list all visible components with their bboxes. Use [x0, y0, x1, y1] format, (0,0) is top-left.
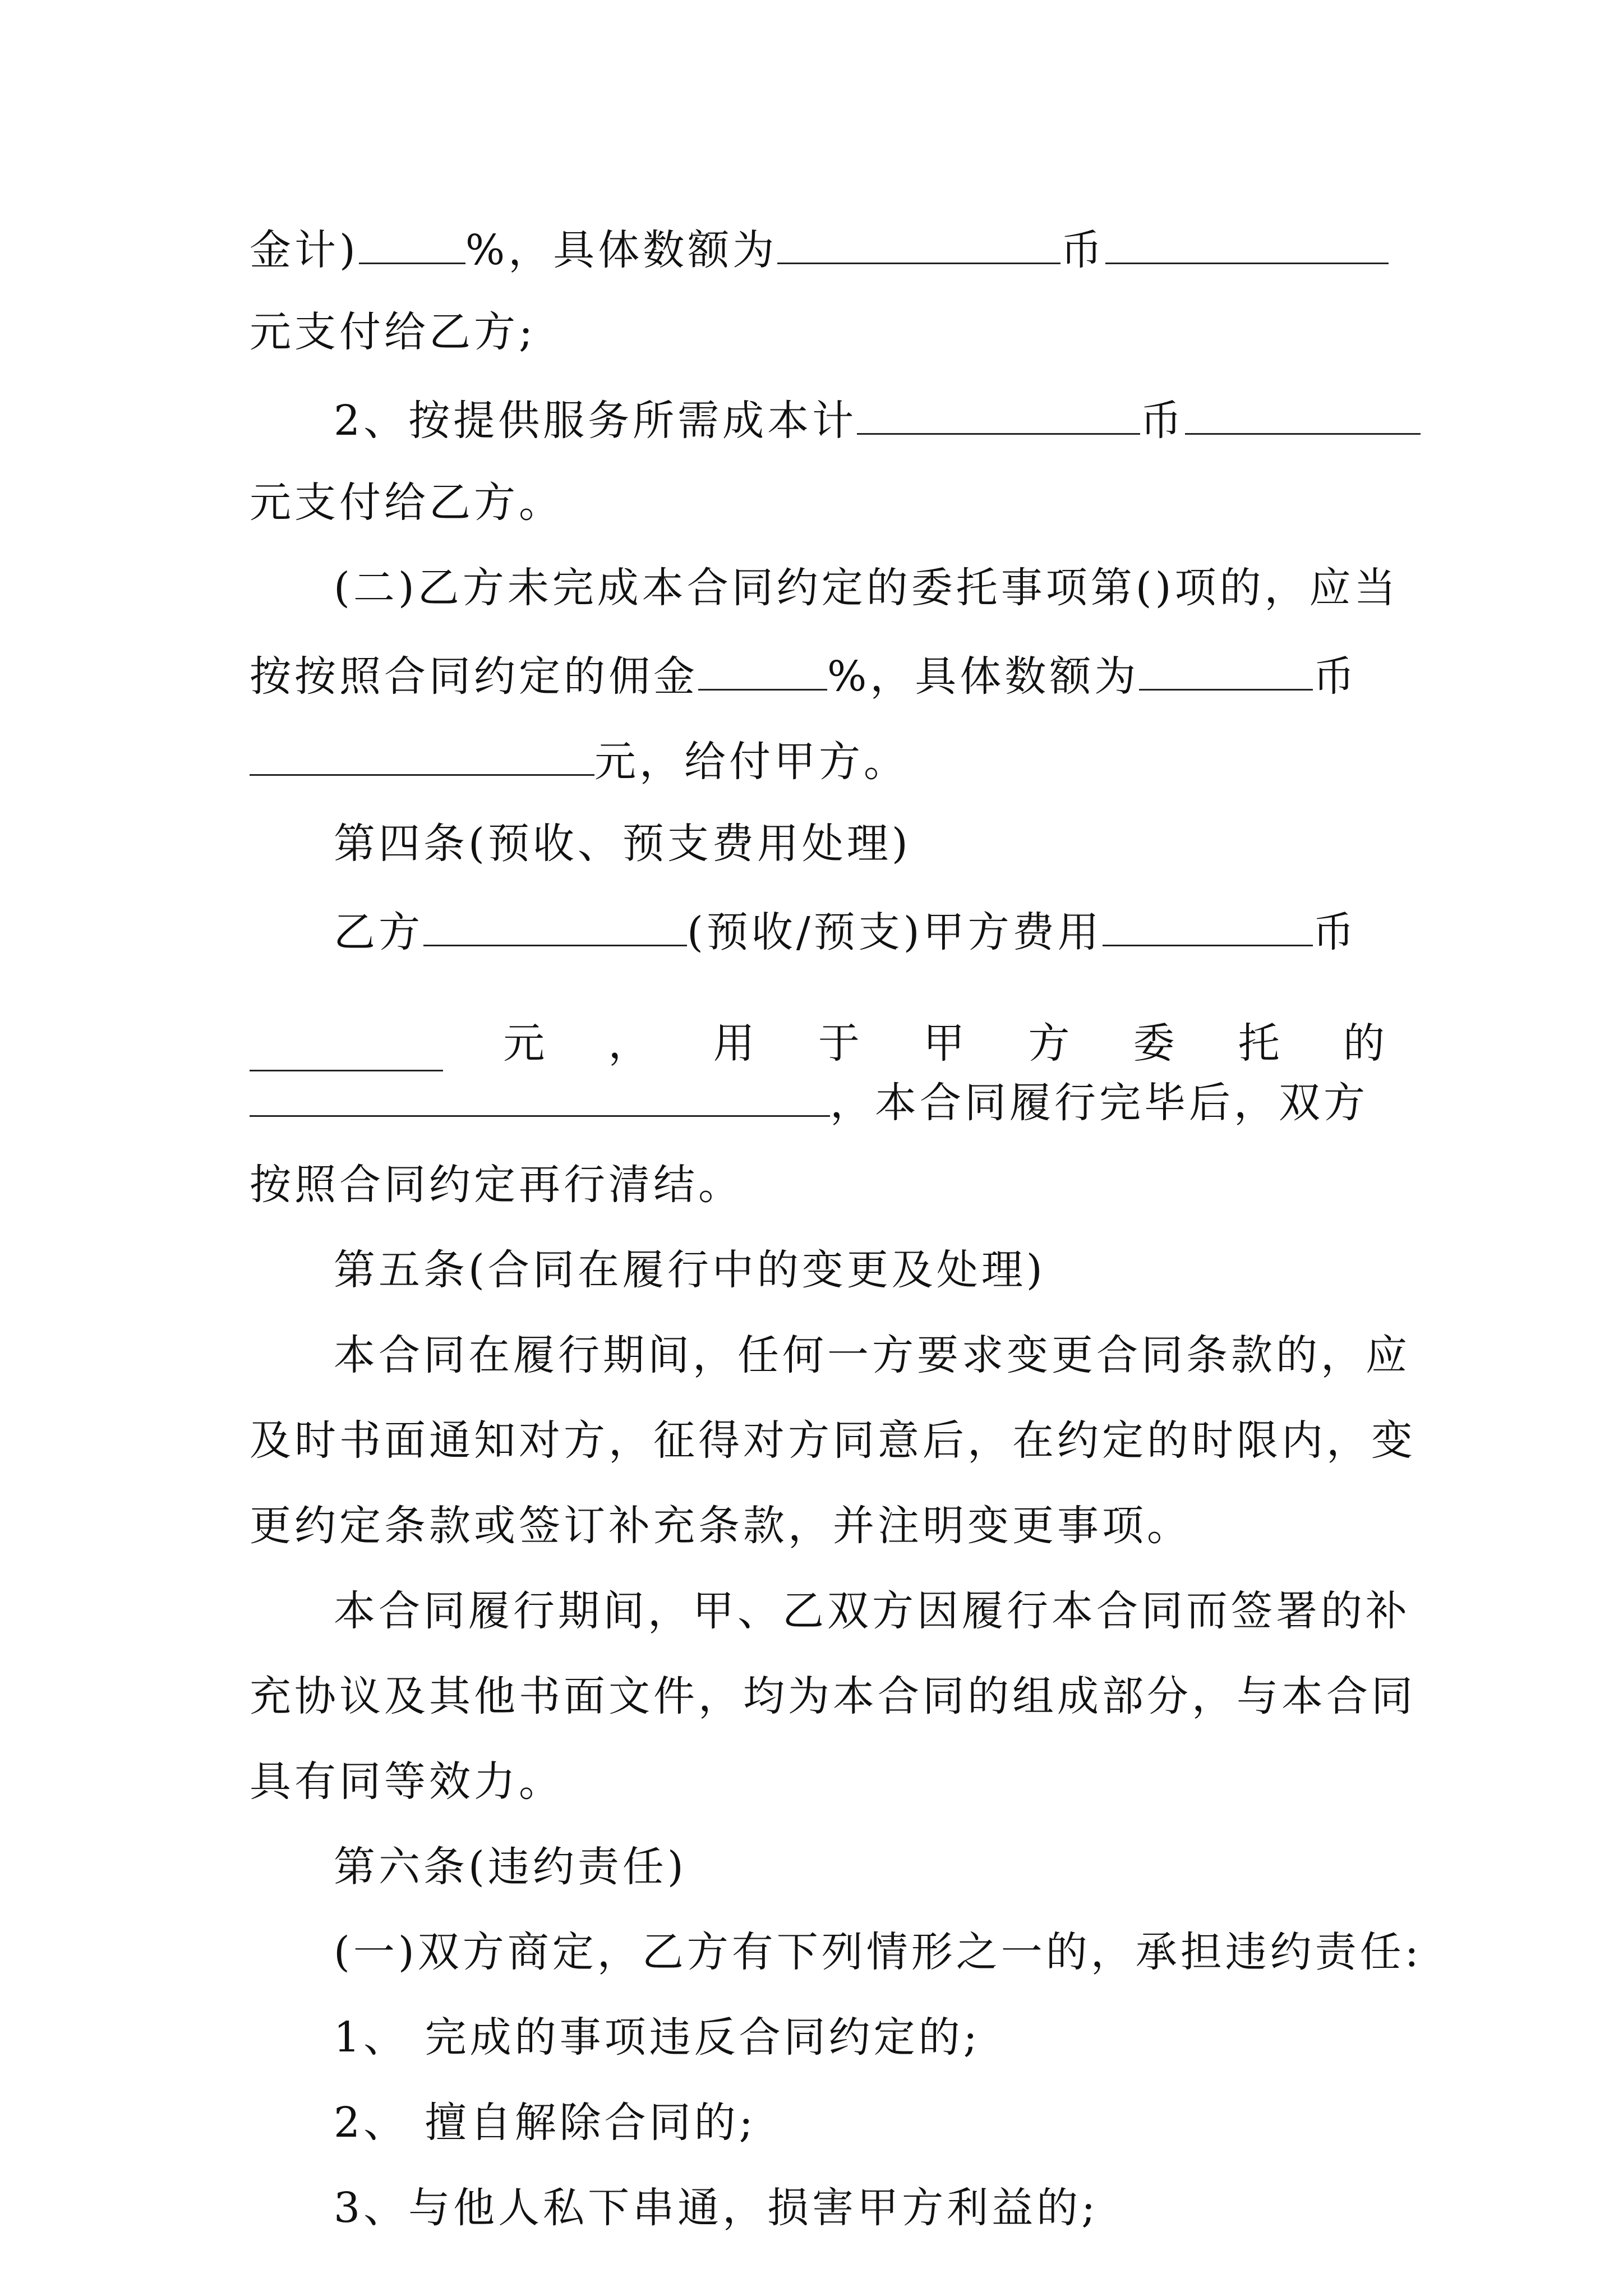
text-span: 币	[1313, 652, 1358, 701]
paragraph-line	[250, 730, 1388, 816]
paragraph-line	[250, 1157, 1388, 1242]
fill-blank	[698, 645, 827, 691]
text-span: ，	[608, 1019, 653, 1068]
text-span: 币	[1061, 226, 1106, 274]
text-span: 2、 擅自解除合同的;	[334, 2099, 757, 2147]
list-item	[250, 2180, 1388, 2265]
text-span: 本合同在履行期间，任何一方要求变更合同条款的，应	[334, 1331, 1410, 1379]
paragraph-line	[250, 304, 1388, 389]
list-item	[250, 2009, 1388, 2095]
fill-blank	[359, 219, 465, 264]
paragraph-line	[250, 560, 1399, 645]
text-span: 币	[1312, 908, 1358, 956]
text-span: (二)乙方未完成本合同约定的委托事项第()项的，应当	[334, 564, 1399, 612]
paragraph-line	[250, 389, 1388, 475]
text-span: 3、与他人私下串通，损害甲方利益的;	[334, 2184, 1099, 2232]
paragraph-line	[250, 645, 1388, 730]
paragraph-line	[250, 1924, 1422, 2009]
text-span: 更约定条款或签订补充条款，并注明变更事项。	[250, 1502, 1192, 1550]
text-span: ，本合同履行完毕后，双方	[830, 1079, 1368, 1127]
document-page	[250, 219, 1422, 2265]
text-span: 金计)	[250, 226, 359, 274]
text-span: 元支付给乙方;	[250, 308, 536, 356]
text-span: 元支付给乙方。	[250, 478, 564, 527]
paragraph-line	[250, 986, 1388, 1071]
paragraph-line	[250, 901, 1388, 986]
text-span: 元	[503, 1019, 548, 1068]
article-heading	[250, 1839, 1388, 1924]
fill-blank	[250, 1071, 830, 1117]
text-span: 的	[1343, 1019, 1388, 1068]
text-span: 按按照合同约定的佣金	[250, 652, 698, 701]
text-span: 于	[818, 1019, 863, 1068]
article-heading	[250, 816, 1388, 901]
paragraph-line	[250, 1327, 1410, 1412]
text-span: 第六条(违约责任)	[334, 1843, 687, 1891]
text-span: 1、 完成的事项违反合同约定的;	[334, 2013, 981, 2062]
fill-blank	[1105, 219, 1389, 264]
text-span: 充协议及其他书面文件，均为本合同的组成部分，与本合同	[250, 1672, 1416, 1720]
text-span: 元，给付甲方。	[594, 738, 909, 786]
text-span: 甲	[923, 1019, 969, 1068]
text-span: %，具体数额为	[827, 652, 1140, 701]
fill-blank	[250, 730, 594, 776]
paragraph-line	[250, 1071, 1388, 1157]
text-span: 方	[1028, 1019, 1073, 1068]
text-span: 托	[1238, 1019, 1283, 1068]
fill-blank	[1139, 645, 1313, 691]
text-span: 币	[1140, 397, 1186, 445]
text-span: 乙方	[334, 908, 423, 956]
fill-blank	[423, 901, 687, 946]
fill-blank	[250, 1026, 443, 1071]
fill-blank	[1103, 901, 1313, 946]
paragraph-line	[250, 1412, 1416, 1498]
paragraph-line	[250, 1668, 1416, 1754]
text-span: (一)双方商定，乙方有下列情形之一的，承担违约责任:	[334, 1928, 1422, 1976]
text-span: 第四条(预收、预支费用处理)	[334, 820, 911, 868]
list-item	[250, 2095, 1388, 2180]
text-span: 用	[713, 1019, 758, 1068]
article-heading	[250, 1242, 1388, 1327]
paragraph-line	[250, 475, 1388, 560]
text-span: 委	[1133, 1019, 1178, 1068]
text-span: (预收/预支)甲方费用	[687, 908, 1103, 956]
paragraph-line	[250, 219, 1388, 304]
text-span: 具有同等效力。	[250, 1757, 564, 1806]
fill-blank	[1185, 389, 1421, 435]
paragraph-line	[250, 1583, 1410, 1668]
paragraph-line	[250, 1498, 1388, 1583]
paragraph-line	[250, 1754, 1388, 1839]
fill-blank	[777, 219, 1061, 264]
text-span: 2、按提供服务所需成本计	[334, 397, 857, 445]
text-span: 及时书面通知对方，征得对方同意后，在约定的时限内，变	[250, 1416, 1416, 1465]
text-span: %，具体数额为	[465, 226, 778, 274]
fill-blank	[857, 389, 1140, 435]
text-span: 按照合同约定再行清结。	[250, 1161, 743, 1209]
text-span: 第五条(合同在履行中的变更及处理)	[334, 1246, 1046, 1294]
text-span: 本合同履行期间，甲、乙双方因履行本合同而签署的补	[334, 1587, 1410, 1635]
